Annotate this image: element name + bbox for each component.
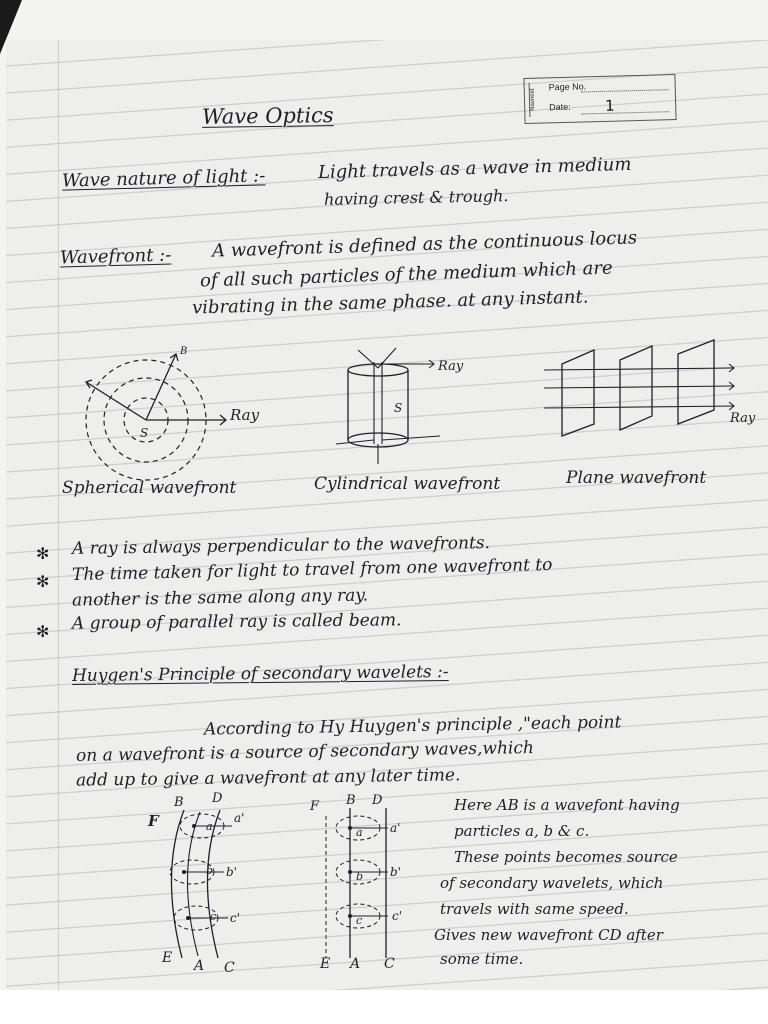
wave-nature-line2: having crest & trough. xyxy=(323,186,509,209)
huygens-note-7: some time. xyxy=(440,950,524,968)
huygens-heading: Huygen's Principle of secondary wavelets :- xyxy=(71,662,449,686)
plane-diag-e-label: E xyxy=(320,956,331,972)
notebook-brand: Navneet xyxy=(529,83,543,117)
curved-c-prime-label: c' xyxy=(230,911,241,925)
margin-line xyxy=(58,40,59,990)
plane-diag-a-prime-label: a' xyxy=(390,821,401,835)
date-line xyxy=(581,111,669,114)
huygens-plane-diagram xyxy=(300,792,430,972)
cylindrical-ray-label: Ray xyxy=(438,359,464,374)
cylindrical-wavefront-diagram xyxy=(328,340,478,470)
curved-b-prime-label: b' xyxy=(226,865,237,879)
wavefront-line1: A wavefront is defined as the continuous locus xyxy=(211,227,638,262)
plane-diag-b-small-label: b xyxy=(356,870,364,883)
curved-a-prime-label: a' xyxy=(234,811,245,825)
huygens-note-3: These points becomes source xyxy=(454,848,678,866)
page-no-label: Page No. xyxy=(548,81,587,93)
bullet-1: A ray is always perpendicular to the wavefronts. xyxy=(71,533,491,559)
bullet-2-line2: another is the same along any ray. xyxy=(71,585,369,611)
bullet-2-line1: The time taken for light to travel from one wavefront to xyxy=(71,554,553,586)
spherical-wavefront-diagram xyxy=(76,340,276,480)
curved-b-small-label: b xyxy=(206,864,214,877)
curved-c-bottom-label: C xyxy=(224,960,235,976)
plane-wavefront-diagram xyxy=(538,336,768,446)
curved-c-label: c xyxy=(210,910,217,923)
spherical-ray-label: Ray xyxy=(230,406,260,424)
curved-a-bottom-label: A xyxy=(194,958,205,974)
wavefront-line3: vibrating in the same phase. at any instant. xyxy=(191,286,589,319)
page-title: Wave Optics xyxy=(201,103,334,129)
huygens-note-6: Gives new wavefront CD after xyxy=(434,926,663,944)
huygens-note-4: of secondary wavelets, which xyxy=(440,874,664,892)
plane-diag-d-label: D xyxy=(372,793,383,808)
plane-diag-c-prime-label: c' xyxy=(392,909,403,923)
huygens-curved-diagram xyxy=(134,791,284,976)
plane-diag-b-prime-label: b' xyxy=(390,865,401,879)
spherical-caption: Spherical wavefront xyxy=(62,478,237,498)
page-no-line xyxy=(581,89,669,92)
cylindrical-caption: Cylindrical wavefront xyxy=(314,474,501,494)
date-value: 1 xyxy=(604,96,615,115)
huygens-note-1: Here AB is a wavefont having xyxy=(454,796,680,814)
plane-diag-c-label: c xyxy=(356,914,363,927)
huygens-note-2: particles a, b & c. xyxy=(454,822,590,840)
page-date-box xyxy=(523,74,676,124)
wavefront-line2: of all such particles of the medium which are xyxy=(199,257,613,292)
date-label: Date: xyxy=(549,101,571,113)
bullet-star-2: ✻ xyxy=(36,572,50,591)
huygens-line3: add up to give a wavefront at any later time. xyxy=(75,765,461,791)
curved-e-label: E xyxy=(162,950,173,966)
curved-a-label: a xyxy=(206,820,213,833)
huygens-line1: According to Hy Huygen's principle ,"each point xyxy=(203,712,622,740)
curved-b-label: B xyxy=(174,795,184,810)
plane-diag-a-bottom-label: A xyxy=(350,956,361,972)
huygens-line2: on a wavefront is a source of secondary waves,which xyxy=(75,738,535,766)
bullet-star-1: ✻ xyxy=(36,544,50,563)
plane-diag-b-label: B xyxy=(346,793,356,808)
curved-f-label: F xyxy=(148,812,159,830)
cylindrical-source-label: S xyxy=(394,401,403,415)
plane-diag-f-label: F xyxy=(310,799,320,814)
plane-ray-label: Ray xyxy=(730,411,756,426)
plane-diag-c-bottom-label: C xyxy=(384,956,395,972)
spherical-b-label: B xyxy=(180,346,188,357)
notebook-page xyxy=(6,40,768,990)
plane-caption: Plane wavefront xyxy=(566,468,707,488)
bottom-background xyxy=(0,990,768,1024)
spherical-source-label: S xyxy=(140,426,149,440)
bullet-star-3: ✻ xyxy=(36,622,50,641)
bullet-3: A group of parallel ray is called beam. xyxy=(71,610,402,634)
wavefront-heading: Wavefront :- xyxy=(59,244,172,269)
wave-nature-heading: Wave nature of light :- xyxy=(61,165,266,192)
huygens-note-5: travels with same speed. xyxy=(440,900,629,918)
curved-d-label: D xyxy=(212,791,223,806)
plane-diag-a-label: a xyxy=(356,826,363,839)
wave-nature-line1: Light travels as a wave in medium xyxy=(317,153,632,184)
